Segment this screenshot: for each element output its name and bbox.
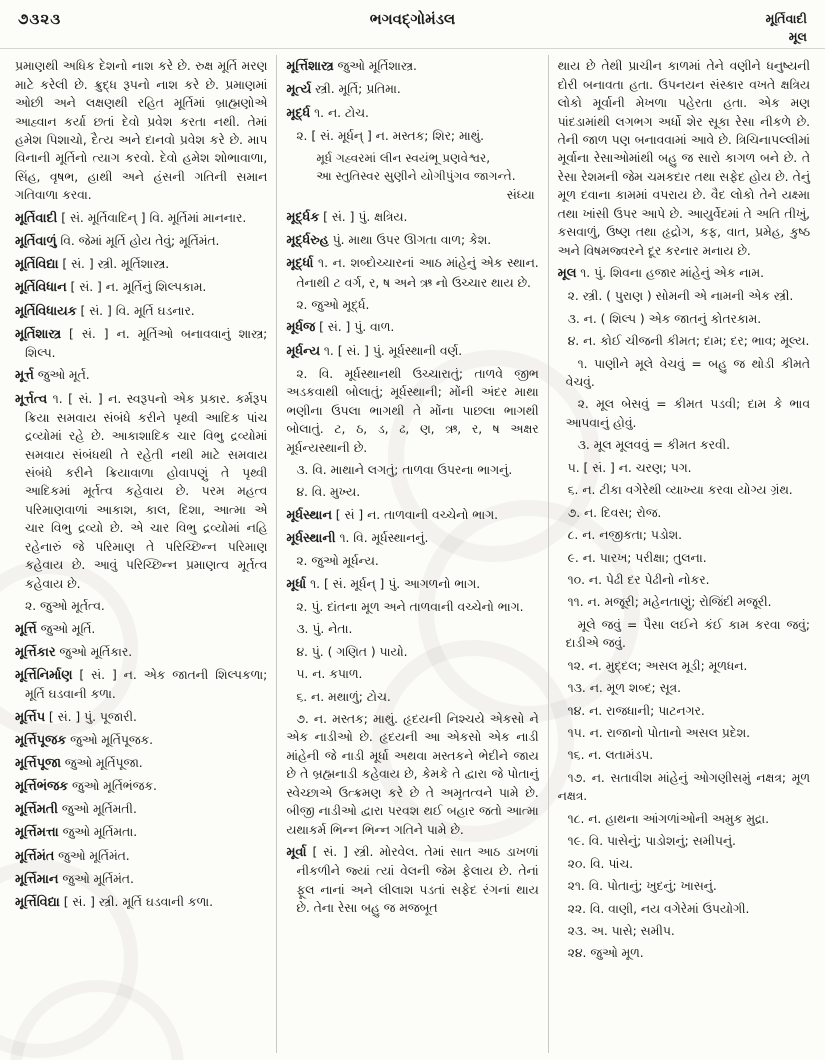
- dictionary-entry: મૂર્દ્ધા ૧. ન. શબ્દોચ્ચારનાં આઠ માંહેનું એક સ્થાન. તેનાથી ટ વર્ગ, ર, ષ અને ઋ નો ઉચ્ચાર થાય છે.: [286, 256, 539, 290]
- sense-line: ૨. [ સં. મૂર્ધન્ ] ન. મસ્તક; શિર; માથું.: [296, 128, 485, 143]
- sense-line: ૨. સ્ત્રી. ( પુરાણ ) સોમની એ નામની એક સ્ત્રી.: [567, 289, 794, 304]
- entry-headword: મૂર્ત્તિપ: [15, 709, 46, 725]
- sense-line: ૭. ન. દિવસ; રોજ.: [567, 505, 662, 520]
- entry-headword: મૂર્ત્તત્વ: [15, 391, 48, 407]
- sense-line: ૨૦. વિ. પાંચ.: [567, 856, 634, 871]
- entry-headword: મૂર્ત્ત: [15, 368, 34, 384]
- entry-headword: મૂર્તિવિદ્યા: [15, 257, 59, 273]
- entry-headword: મૂર્તિશાસ્ત્ર: [15, 326, 62, 342]
- verse-quote: [316, 149, 538, 185]
- entry-headword: મૂર્ધા: [286, 576, 307, 592]
- entry-headword: મૂર્ત્તિ: [15, 621, 37, 637]
- dictionary-entry: મૂર્દ્ધરુહ પું. માથા ઉપર ઊગતા વાળ; કેશ.: [286, 233, 492, 249]
- sense-line: ૭. ન. મસ્તક; માથું. હૃદયની નિશ્ચયે એકસો ને એક નાડીઓ છે. હૃદયની આ એકસો એક નાડી માંહેની જે નાડી મૂર્ધા અથવા મસ્તકને ભેદીને જાય છે તે બ્રહ્મનાડી કહેવાય છે, કેમકે તે દ્વારા જે પોતાનું સ્વેચ્છાએ ઉત્ક્રમણ કરે છે તે અમૃતત્વને પામે છે. બીજી નાડીઓ દ્વારા પરવશ થઈ બહાર જતો આત્મા યથાકર્મ ભિન્ન ભિન્ન ગતિને પામે છે.: [286, 712, 539, 837]
- dictionary-entry: મૂર્ત્તિપ [ સં. ] પું. પૂજારી.: [15, 709, 137, 725]
- sense-line: ૨. જુઓ મૂર્તત્વ.: [25, 599, 105, 614]
- sense-line: ૧૯. વિ. પાસેનું; પાડોશનું; સમીપનું.: [567, 834, 736, 849]
- dictionary-entry: મૂલ ૧. પું. શિવના હજાર માંહેનું એક નામ.: [557, 266, 764, 282]
- sense-line: ૨. પું. દાંતના મૂળ અને તાળવાની વચ્ચેનો ભાગ.: [296, 599, 524, 614]
- entry-headword: મૂર્ધન્ય: [286, 343, 320, 359]
- sense-line: ૨૧. વિ. પોતાનું; ખુદનું; ખાસનું.: [567, 879, 717, 894]
- sense-line: ૧૬. ન. લતામંડપ.: [567, 748, 654, 763]
- sense-line: ૩. ન. ( શિલ્પ ) એક જાતનું કોતરકામ.: [567, 311, 762, 326]
- entry-headword: મૂર્ત્તિપૂજક: [15, 732, 67, 748]
- sense-line: ૨૩. અ. પાસે; સમીપ.: [567, 923, 675, 938]
- dictionary-entry: મૂર્ધસ્થાન [ સં ] ન. તાળવાની વચ્ચેનો ભાગ.: [286, 507, 499, 523]
- guide-word-first: મૂર્તિવાદી: [765, 11, 807, 26]
- dictionary-entry: મૂર્ધન્ય ૧. [ સં. ] પું. મૂર્ધસ્થાની વર્ણ.: [286, 343, 463, 359]
- dictionary-entry: મૂર્ત્તિમતી જુઓ મૂર્તિમતી.: [15, 802, 137, 818]
- entry-headword: મૂર્ત્ય: [286, 82, 312, 98]
- entry-headword: મૂર્તિવાળું: [15, 233, 57, 249]
- sense-line: ૬. ન. મથાળું; ટોચ.: [296, 689, 391, 704]
- sense-line: ૧૩. ન. મૂળ શબ્દ; સૂત્ર.: [567, 681, 682, 696]
- entry-headword: મૂર્ત્તિનિર્માણ: [15, 667, 73, 683]
- guide-words: [610, 10, 807, 46]
- sense-line: ૧૨. ન. મુદ્દલ; અસલ મૂડી; મૂળધન.: [567, 658, 748, 673]
- entry-headword: મૂર્ધજ: [286, 320, 316, 336]
- dictionary-entry: મૂર્ત્તિમાન જુઓ મૂર્તિમંત.: [15, 871, 134, 887]
- entry-headword: મૂર્તિવાદી: [15, 210, 58, 226]
- verse-line: આ સ્તુતિસ્વર સુણીને યોગીપુંગવ જાગન્તે.: [316, 169, 516, 184]
- entry-headword: મૂર્ત્તિભંજક: [15, 779, 69, 795]
- sense-line: ૩. પું. નેતા.: [296, 622, 353, 637]
- entry-headword: મૂર્ત્તિવિદ્યા: [15, 895, 60, 910]
- dictionary-entry: મૂર્ધા ૧. [ સં. મૂર્ધન્ ] પું. આગળનો ભાગ.: [286, 576, 481, 592]
- sense-line: ૧૭. ન. સતાવીશ માંહેનું ઓગણીસમું નક્ષત્ર; મૂળ નક્ષત્ર.: [557, 770, 810, 804]
- entry-headword: મૂર્વા: [286, 845, 307, 861]
- dictionary-entry: મૂર્દ્ધક [ સં. ] પું. ક્ષત્રિય.: [286, 209, 408, 225]
- dictionary-entry: મૂર્ત્તિપૂજક જુઓ મૂર્તિપૂજક.: [15, 732, 154, 748]
- entry-headword: મૂર્ત્તિમત્તા: [15, 825, 59, 841]
- sense-line: ૩. વિ. માથાને લગતું; તાળવા ઉપરના ભાગનું.: [296, 462, 513, 477]
- sense-line: ૨. વિ. મૂર્ધસ્થાનથી ઉચ્ચારાતું; તાળવે જીભ અડકવાથી બોલાતું; મૂર્ધસ્થાની; મોંની અંદર માથા ભણીના ઉપલા ભાગથી તે મોંના પાછલા ભાગથી બોલાતું. ટ, ઠ, ડ, ઢ, ણ, ઋ, ર, ષ અક્ષર મૂર્ધન્યસ્થાની છે.: [286, 366, 539, 455]
- sense-line: ૨. જુઓ મૂર્દ્ધ.: [296, 297, 370, 312]
- dictionary-entry: મૂર્તિશાસ્ત્ર [ સં. ] ન. મૂર્તિઓ બનાવવાનું શાસ્ત્ર; શિલ્પ.: [15, 326, 268, 360]
- sense-line: ૪. ન. કોઈ ચીજની કીમત; દામ; દર; ભાવ; મૂલ્ય.: [567, 334, 810, 349]
- sense-line: ૪. વિ. મુખ્ય.: [296, 485, 361, 500]
- dictionary-entry: મૂર્ધજ [ સં. ] પું. વાળ.: [286, 320, 395, 336]
- entry-headword: મૂર્દ્ધા: [286, 256, 314, 272]
- entry-headword: મૂર્ધસ્થાની: [286, 531, 336, 547]
- dictionary-entry: મૂર્દ્ધ ૧. ન. ટોચ.: [286, 105, 369, 121]
- entry-headword: મૂર્ત્તિમાન: [15, 871, 59, 887]
- dictionary-entry: મૂર્ત્તિમત્તા જુઓ મૂર્તિમતા.: [15, 825, 138, 841]
- dictionary-entry: મૂર્તિવાદી [ સં. મૂર્તિવાદિન્ ] વિ. મૂર્તિમાં માનનાર.: [15, 210, 247, 226]
- sense-line: ૧૧. ન. મજૂરી; મહેનતાણું; રોજિંદી મજૂરી.: [567, 595, 772, 610]
- dictionary-entry: મૂર્ત્તિનિર્માણ [ સં. ] ન. એક જાતની શિલ્પકળા; મૂર્તિ ઘડવાની કળા.: [15, 667, 268, 702]
- sense-line: ૨. જુઓ મૂર્ધન્ય.: [296, 554, 379, 569]
- verse-line: મૂર્ધ ગહ્વરમાં લીન સ્વયંભૂ પ્રણવેશ્વર,: [316, 151, 491, 166]
- sense-line: ૨૨. વિ. વાણી, નય વગેરેમાં ઉપયોગી.: [567, 901, 750, 916]
- entry-headword: મૂર્દ્ધરુહ: [286, 233, 329, 249]
- continuation-paragraph: પ્રમાણથી અધિક દેશનો નાશ કરે છે. રુક્ષ મૂર્તિ મરણ માટે કરેલી છે. ક્રુદ્ધ રૂપનો નાશ કરે છે. પ્રમાણમાં ઓછી અને લક્ષણથી રહિત મૂર્તિમાં બ્રાહ્મણોએ આહ્વાન કર્યા છતાં દેવો પ્રવેશ કરતા નથી. તેમાં હમેશ પિશાચો, દૈત્ય અને દાનવો પ્રવેશ કરે છે. માપ વિનાની મૂર્તિનો ત્યાગ કરવો. દેવો હમેશ શોભાવાળા, સિંહ, વૃષભ, હાથી અને હંસની ગતિની સમાન ગતિવાળા કરવા.: [15, 59, 268, 203]
- sense-line: ૧૪. ન. રાજધાની; પાટનગર.: [567, 703, 705, 718]
- page-header: [0, 0, 825, 49]
- dictionary-entry: મૂર્ત્તિવિદ્યા [ સં. ] સ્ત્રી. મૂર્તિ ઘડવાની કળા.: [15, 895, 214, 910]
- entry-headword: મૂર્ધસ્થાન: [286, 507, 332, 523]
- idiom-line: મૂલે જવું = પૈસા લઈને કંઈ કામ કરવા જવું; દાડીએ જવું.: [565, 617, 810, 651]
- entry-headword: મૂલ: [557, 266, 577, 282]
- entry-headword: મૂર્દ્ધક: [286, 209, 320, 225]
- sense-line: ૬. ન. ટીકા વગેરેથી વ્યાખ્યા કરવા યોગ્ય ગ્રંથ.: [567, 483, 793, 498]
- sense-line: ૧૦. ન. પેઢી દર પેઢીનો નોકર.: [567, 572, 710, 587]
- sense-line: ૫. ન. કપાળ.: [296, 667, 363, 682]
- idiom-line: ૩. મૂલ મૂલવવું = કીમત કરવી.: [577, 438, 731, 453]
- dictionary-entry: મૂર્વા [ સં. ] સ્ત્રી. મોરવેલ. તેમાં સાત આઠ ડાખળાં નીકળીને જ્યાં ત્યાં વેલની જેમ ફેલાય છે. તેનાં ફૂલ નાનાં અને લીલાશ પડતાં સફેદ રંગનાં થાય છે. તેના રેસા બહુ જ મજબૂત: [286, 845, 539, 916]
- dictionary-entry: મૂર્ત્તિપૂજા જુઓ મૂર્તિપૂજા.: [15, 755, 143, 771]
- dictionary-entry: મૂર્ત્ય સ્ત્રી. મૂર્તિ; પ્રતિમા.: [286, 82, 401, 98]
- column-3: [549, 55, 819, 1053]
- dictionary-entry: મૂર્ત્ત જુઓ મૂર્ત.: [15, 368, 90, 384]
- idiom-line: ૨. મૂલ બેસવું = કીમત પડવી; દામ કે ભાવ આપવાનું હોવું.: [565, 397, 810, 430]
- entry-headword: મૂર્તિવિધાન: [15, 280, 67, 296]
- sense-line: ૮. ન. નજીકતા; પડોશ.: [567, 528, 683, 543]
- entry-headword: મૂર્તિવિધાયક: [15, 303, 77, 319]
- sense-line: ૯. ન. પારખ; પરીક્ષા; તુલના.: [567, 550, 707, 565]
- column-2: [277, 55, 548, 1053]
- entry-headword: મૂર્ત્તિકાર: [15, 644, 56, 660]
- dictionary-entry: મૂર્તિવિદ્યા [ સં. ] સ્ત્રી. મૂર્તિશાસ્ત્ર.: [15, 257, 170, 273]
- continuation-paragraph: થાય છે તેથી પ્રાચીન કાળમાં તેને વણીને ધનુષ્યની દોરી બનાવતા હતા. ઉપનયન સંસ્કાર વખતે ક્ષત્રિય લોકો મૂર્વાની મેખળા પહેરતા હતા. એક મણ પાંદડામાંથી લગભગ અર્ધો શેર સૂકા રેસા નીકળે છે. તેની જાળ પણ બનાવવામાં આવે છે. ત્રિચિનાપલ્લીમાં મૂર્વાના રેસાઓમાંથી બહુ જ સારો કાગળ બને છે. તે રેસા રેશમની જેમ ચમકદાર તથા સફેદ હોય છે. તેનું મૂળ દવાના કામમાં વપરાય છે. વૈદ લોકો તેને યક્ષ્મા તથા ખાંસી ઉપર આપે છે. આયુર્વેદમાં તે અતિ તીખું, કસવાળું, ઉષ્ણ તથા હૃદ્રોગ, કફ, વાત, પ્રમેહ, કુષ્ઠ અને વિષમજ્વરને દૂર કરનાર મનાય છે.: [557, 59, 810, 258]
- dictionary-entry: મૂર્ત્તિશાસ્ત્ર જુઓ મૂર્તિશાસ્ત્ર.: [286, 59, 417, 75]
- dictionary-entry: મૂર્ત્તિભંજક જુઓ મૂર્તિભંજક.: [15, 779, 157, 795]
- dictionary-entry: મૂર્તિવાળું વિ. જેમાં મૂર્તિ હોય તેવું; મૂર્તિમંત.: [15, 233, 220, 249]
- dictionary-entry: મૂર્ત્તિકાર જુઓ મૂર્તિકાર.: [15, 644, 133, 660]
- verse-attribution: સંધ્યા: [506, 187, 535, 202]
- sense-line: ૪. પું. ( ગણિત ) પાયો.: [296, 644, 408, 659]
- entry-headword: મૂર્ત્તિમતી: [15, 802, 58, 818]
- entry-headword: મૂર્દ્ધ: [286, 105, 311, 121]
- sense-line: ૨૪. જુઓ મૂળ.: [567, 946, 644, 961]
- text-columns: [0, 49, 825, 1053]
- entry-headword: મૂર્ત્તિશાસ્ત્ર: [286, 59, 334, 75]
- book-title: ભગવદ્ગોમંડલ: [369, 10, 456, 28]
- sense-line: ૧૮. ન. હાથના આંગળાંઓની અમુક મુદ્રા.: [567, 811, 770, 826]
- entry-headword: મૂર્ત્તિપૂજા: [15, 755, 61, 771]
- dictionary-entry: મૂર્ત્તિમંત જુઓ મૂર્તિમંત.: [15, 848, 130, 864]
- dictionary-entry: મૂર્ધસ્થાની ૧. વિ. મૂર્ધસ્થાનનું.: [286, 531, 429, 547]
- guide-word-last: મૂલ: [788, 29, 807, 45]
- dictionary-entry: મૂર્તિવિધાન [ સં. ] ન. મૂર્તિનું શિલ્પકામ.: [15, 280, 207, 296]
- idiom-line: ૧. પાણીને મૂલે વેચવું = બહુ જ થોડી કીમતે વેચવું.: [565, 356, 810, 389]
- sense-line: ૧૫. ન. રાજાનો પોતાનો અસલ પ્રદેશ.: [567, 726, 751, 740]
- dictionary-entry: મૂર્તિવિધાયક [ સં. ] વિ. મૂર્તિ ઘડનાર.: [15, 303, 195, 319]
- dictionary-entry: મૂર્ત્તત્વ ૧. [ સં. ] ન. સ્વરૂપનો એક પ્રકાર. કર્મરૂપ ક્રિયા સમવાય સંબંધે કરીને પૃથ્વી આદિક પાંચ દ્રવ્યોમાં રહે છે. આકાશાદિક ચાર વિભુ દ્રવ્યોમાં સમવાય સંબંધથી તે રહેતી નથી માટે સમવાય સંબંધે કરીને ક્રિયાવાળા હોવાપણું તે પૃથ્વી આદિકમાં મૂર્તત્વ કહેવાય છે. પરમ મહત્વ પરિમાણવાળાં આકાશ, કાલ, દિશા, આત્મા એ ચાર વિભુ દ્રવ્યો છે. એ ચાર વિભુ દ્રવ્યોમાં નહિ રહેનારું જે પરિમાણ તે પરિચ્છિન્ન પરિમાણ કહેવાય છે. આવું પરિચ્છિન્ન પ્રમાણત્વ મૂર્તત્વ કહેવાય છે.: [15, 391, 268, 591]
- column-1: [6, 55, 277, 1053]
- page-number: ૭૩૨૩: [18, 10, 62, 28]
- entry-headword: મૂર્ત્તિમંત: [15, 848, 55, 864]
- dictionary-entry: મૂર્ત્તિ જુઓ મૂર્તિ.: [15, 621, 96, 637]
- sense-line: ૫. [ સં. ] ન. ચરણ; પગ.: [567, 460, 692, 475]
